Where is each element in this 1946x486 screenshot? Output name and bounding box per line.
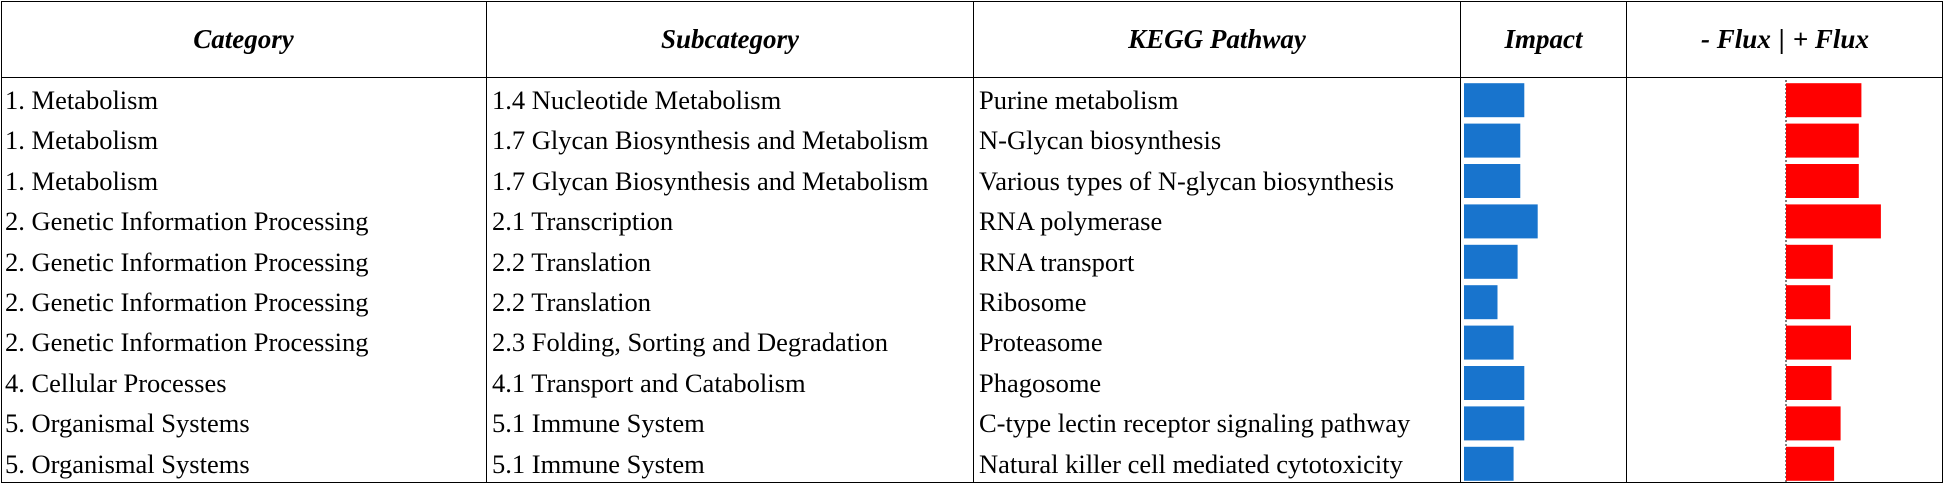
subcategory-cell: 1.4 Nucleotide Metabolism: [492, 85, 782, 115]
category-cell: 2. Genetic Information Processing: [5, 206, 369, 237]
subcategory-cell: 2.2 Translation: [492, 287, 652, 317]
subcategory-cell: 1.7 Glycan Biosynthesis and Metabolism: [492, 125, 929, 156]
category-cell: 1. Metabolism: [5, 165, 159, 196]
header-category: Category: [193, 23, 294, 54]
header-subcategory: Subcategory: [661, 23, 799, 54]
pathway-cell: Proteasome: [979, 327, 1103, 358]
pathway-cell: Ribosome: [979, 287, 1087, 317]
category-cell: 4. Cellular Processes: [5, 367, 227, 398]
category-cell: 1. Metabolism: [5, 125, 159, 156]
pathway-cell: C-type lectin receptor signaling pathway: [979, 408, 1411, 439]
header-flux-negative: - Flux: [1701, 23, 1771, 54]
pathway-cell: N-Glycan biosynthesis: [979, 125, 1222, 156]
pathway-cell: Natural killer cell mediated cytotoxicity: [979, 448, 1403, 479]
subcategory-cell: 1.7 Glycan Biosynthesis and Metabolism: [492, 165, 929, 196]
category-cell: 2. Genetic Information Processing: [5, 287, 369, 317]
header-impact: Impact: [1504, 23, 1583, 54]
subcategory-cell: 5.1 Immune System: [492, 408, 705, 439]
category-cell: 5. Organismal Systems: [5, 408, 250, 439]
pathway-cell: Purine metabolism: [979, 85, 1179, 115]
header-divider: [1, 77, 1943, 78]
header-flux-positive: + Flux: [1792, 23, 1869, 54]
header-flux-separator: |: [1778, 23, 1785, 54]
pathway-cell: Phagosome: [979, 367, 1102, 398]
subcategory-cell: 2.2 Translation: [492, 246, 652, 277]
category-cell: 2. Genetic Information Processing: [5, 327, 369, 358]
pathway-cell: RNA polymerase: [979, 206, 1163, 237]
subcategory-cell: 2.1 Transcription: [492, 206, 674, 237]
category-cell: 2. Genetic Information Processing: [5, 246, 369, 277]
subcategory-cell: 4.1 Transport and Catabolism: [492, 367, 806, 398]
header-kegg-pathway: KEGG Pathway: [1128, 23, 1306, 54]
category-cell: 5. Organismal Systems: [5, 448, 250, 479]
category-cell: 1. Metabolism: [5, 85, 159, 115]
subcategory-cell: 2.3 Folding, Sorting and Degradation: [492, 327, 888, 358]
header-flux: [1627, 1, 1943, 77]
pathway-cell: RNA transport: [979, 246, 1135, 277]
subcategory-cell: 5.1 Immune System: [492, 448, 705, 479]
pathway-cell: Various types of N-glycan biosynthesis: [979, 165, 1395, 196]
